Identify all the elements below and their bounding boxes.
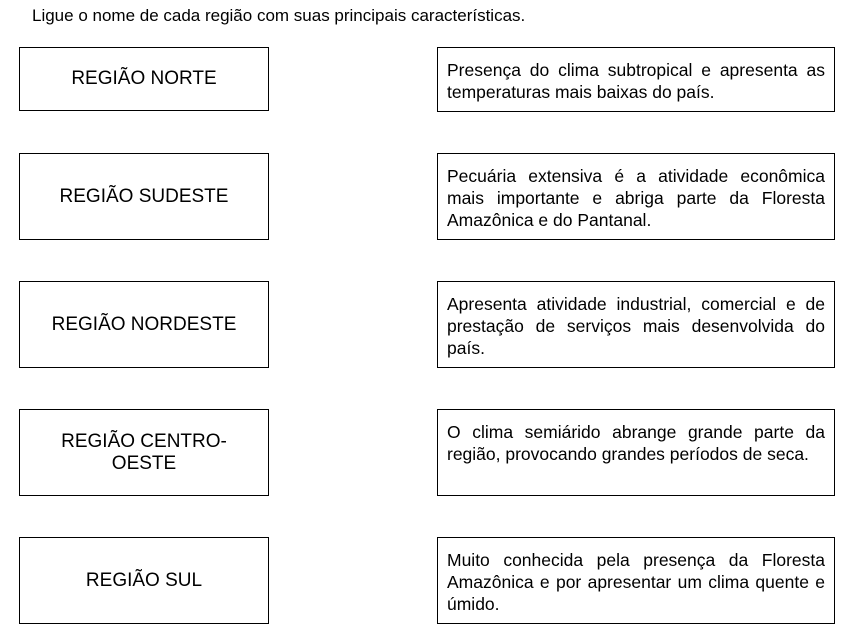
region-box-centro-oeste[interactable]: [19, 409, 269, 496]
characteristic-text-2: Pecuária extensiva é a atividade econômica mais importante e abriga parte da Floresta Amazônica e do Pantanal.: [447, 166, 825, 230]
characteristic-text-5: Muito conhecida pela presença da Floresta Amazônica e por apresentar um clima quente e úmido.: [447, 550, 825, 614]
region-box-sudeste[interactable]: [19, 153, 269, 240]
characteristic-text-1: Presença do clima subtropical e apresenta as temperaturas mais baixas do país.: [447, 60, 825, 102]
region-label-norte: REGIÃO NORTE: [71, 68, 217, 89]
characteristic-box-4[interactable]: [437, 409, 835, 496]
region-box-sul[interactable]: [19, 537, 269, 624]
region-label-sul: REGIÃO SUL: [85, 569, 203, 591]
characteristic-box-5[interactable]: [437, 537, 835, 624]
characteristic-box-1[interactable]: [437, 47, 835, 112]
region-label-sudeste: REGIÃO SUDESTE: [59, 185, 229, 207]
instruction-text: Ligue o nome de cada região com suas principais características.: [32, 6, 526, 25]
characteristic-box-3[interactable]: [437, 281, 835, 368]
region-label-nordeste: REGIÃO NORDESTE: [51, 313, 237, 335]
region-label-centro-oeste: REGIÃO CENTRO-OESTE: [61, 430, 227, 474]
region-box-norte[interactable]: [19, 47, 269, 111]
region-box-nordeste[interactable]: [19, 281, 269, 368]
characteristic-text-3: Apresenta atividade industrial, comercial e de prestação de serviços mais desenvolvida do país.: [447, 294, 825, 358]
characteristic-box-2[interactable]: [437, 153, 835, 240]
characteristic-text-4: O clima semiárido abrange grande parte da região, provocando grandes períodos de seca.: [447, 422, 825, 464]
